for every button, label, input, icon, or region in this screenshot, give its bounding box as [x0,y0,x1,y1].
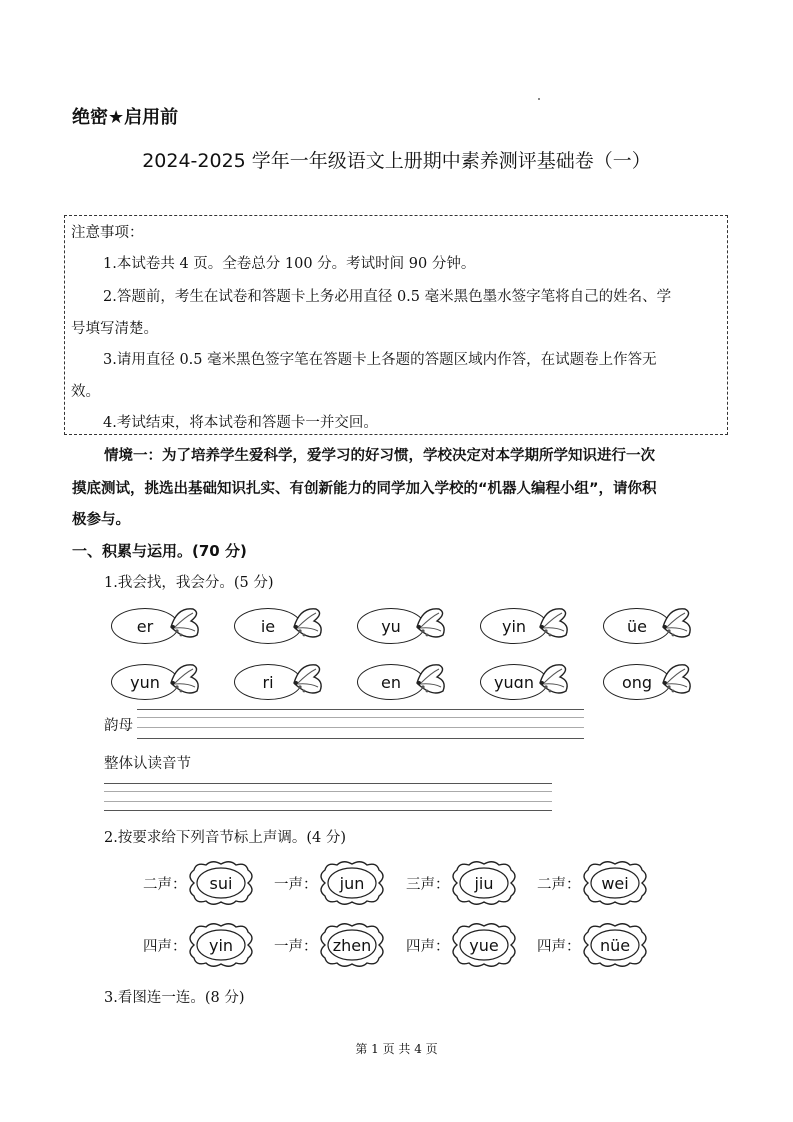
notice-line: 4.考试结束，将本试卷和答题卡一并交回。 [103,415,378,431]
tone-label: 二声： [537,877,581,893]
scenario-line: 情境一：为了培养学生爱科学，爱学习的好习惯，学校决定对本学期所学知识进行一次 [104,448,655,464]
tone-label: 四声： [406,939,450,955]
syllable-flower[interactable]: zhen [315,922,389,968]
syllable-bug: yu [357,605,449,647]
wing-icon [413,661,449,703]
syllable-flower[interactable]: jun [315,860,389,906]
finals-answer-lines[interactable] [137,709,584,739]
wing-icon [536,661,572,703]
notice-line: 效。 [71,384,100,400]
question-2-prompt: 2.按要求给下列音节标上声调。(4 分) [104,830,346,846]
wing-icon [659,605,695,647]
confidential-label: 绝密★启用前 [72,107,179,128]
wing-icon [167,661,203,703]
notice-line: 号填写清楚。 [71,321,158,337]
syllable-bug: en [357,661,449,703]
syllable-bug: er [111,605,203,647]
syllable-bug: yuɑn [480,661,572,703]
wing-icon [290,661,326,703]
notice-line: 3.请用直径 0.5 毫米黑色签字笔在答题卡上各题的答题区域内作答，在试题卷上作答无 [103,352,657,368]
syllable-flower[interactable]: yue [447,922,521,968]
syllable-flower[interactable]: jiu [447,860,521,906]
notice-box [64,215,728,435]
whole-syllable-label: 整体认读音节 [104,756,191,772]
wing-icon [659,661,695,703]
notice-heading: 注意事项： [71,225,144,241]
tone-label: 一声： [274,939,318,955]
syllable-flower[interactable]: wei [578,860,652,906]
page-title: 2024-2025 学年一年级语文上册期中素养测评基础卷（一） [142,150,651,172]
tone-label: 三声： [406,877,450,893]
wing-icon [536,605,572,647]
tone-label: 四声： [143,939,187,955]
syllable-bug: üe [603,605,695,647]
wing-icon [290,605,326,647]
syllable-bug: yun [111,661,203,703]
question-1-prompt: 1.我会找，我会分。(5 分) [104,575,274,591]
whole-syllable-answer-lines[interactable] [104,783,552,811]
wing-icon [413,605,449,647]
syllable-bug: ie [234,605,326,647]
syllable-bug: ong [603,661,695,703]
question-3-prompt: 3.看图连一连。(8 分) [104,990,245,1006]
syllable-bug: ri [234,661,326,703]
syllable-bug: yin [480,605,572,647]
speck-mark [538,98,540,100]
tone-label: 四声： [537,939,581,955]
notice-line: 1.本试卷共 4 页。全卷总分 100 分。考试时间 90 分钟。 [103,256,476,272]
scenario-line: 极参与。 [72,512,130,528]
notice-line: 2.答题前，考生在试卷和答题卡上务必用直径 0.5 毫米黑色墨水签字笔将自己的姓名、学 [103,289,672,305]
syllable-flower[interactable]: nüe [578,922,652,968]
syllable-flower[interactable]: sui [184,860,258,906]
wing-icon [167,605,203,647]
tone-label: 二声： [143,877,187,893]
scenario-line: 摸底测试，挑选出基础知识扎实、有创新能力的同学加入学校的“机器人编程小组”，请你积 [72,481,657,497]
finals-label: 韵母 [104,718,133,734]
tone-label: 一声： [274,877,318,893]
page-footer: 第 1 页 共 4 页 [355,1042,438,1056]
syllable-flower[interactable]: yin [184,922,258,968]
section-heading: 一、积累与运用。(70 分) [72,542,247,560]
